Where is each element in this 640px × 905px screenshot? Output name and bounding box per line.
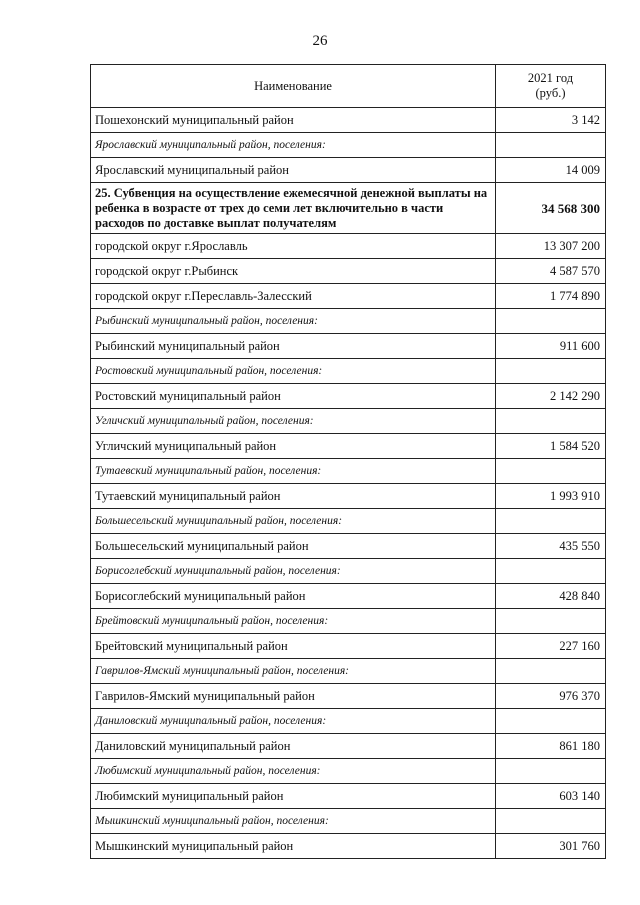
row-name-cell: Гаврилов-Ямский муниципальный район, поселения: <box>91 659 496 684</box>
row-name-cell: Рыбинский муниципальный район <box>91 334 496 359</box>
group-row <box>91 359 606 384</box>
table-row <box>91 259 606 284</box>
table-row <box>91 284 606 309</box>
table-body <box>91 108 606 859</box>
row-amount-cell <box>496 459 606 484</box>
budget-table <box>90 64 606 859</box>
row-amount-cell: 34 568 300 <box>496 183 606 234</box>
row-amount-cell: 1 774 890 <box>496 284 606 309</box>
row-name-cell: Ярославский муниципальный район <box>91 158 496 183</box>
group-row <box>91 609 606 634</box>
table-row <box>91 584 606 609</box>
row-amount-cell: 3 142 <box>496 108 606 133</box>
table-header <box>91 65 606 108</box>
table-row <box>91 734 606 759</box>
row-name-cell: Ростовский муниципальный район <box>91 384 496 409</box>
section-row <box>91 183 606 234</box>
row-amount-cell <box>496 509 606 534</box>
row-name-cell: Ярославский муниципальный район, поселения: <box>91 133 496 158</box>
row-amount-cell <box>496 133 606 158</box>
table-row <box>91 784 606 809</box>
header-amount-year: 2021 год <box>527 71 574 85</box>
table-row <box>91 334 606 359</box>
row-amount-cell <box>496 609 606 634</box>
row-name-cell: Тутаевский муниципальный район, поселения: <box>91 459 496 484</box>
group-row <box>91 409 606 434</box>
row-amount-cell: 911 600 <box>496 334 606 359</box>
group-row <box>91 509 606 534</box>
group-row <box>91 309 606 334</box>
row-amount-cell: 227 160 <box>496 634 606 659</box>
row-name-cell: Угличский муниципальный район, поселения: <box>91 409 496 434</box>
row-name-cell: Большесельский муниципальный район, поселения: <box>91 509 496 534</box>
row-name-cell: Брейтовский муниципальный район <box>91 634 496 659</box>
header-amount-unit: (руб.) <box>535 86 566 100</box>
group-row <box>91 809 606 834</box>
row-amount-cell: 4 587 570 <box>496 259 606 284</box>
table-row <box>91 684 606 709</box>
group-row <box>91 659 606 684</box>
row-name-cell: Любимский муниципальный район, поселения: <box>91 759 496 784</box>
row-name-cell: Даниловский муниципальный район <box>91 734 496 759</box>
table-row <box>91 484 606 509</box>
row-name-cell: городской округ г.Ярославль <box>91 234 496 259</box>
row-amount-cell: 1 584 520 <box>496 434 606 459</box>
table-row <box>91 158 606 183</box>
table-row <box>91 108 606 133</box>
row-amount-cell <box>496 709 606 734</box>
row-name-cell: Гаврилов-Ямский муниципальный район <box>91 684 496 709</box>
table-row <box>91 534 606 559</box>
row-amount-cell <box>496 759 606 784</box>
row-amount-cell <box>496 309 606 334</box>
row-name-cell: Большесельский муниципальный район <box>91 534 496 559</box>
row-amount-cell: 976 370 <box>496 684 606 709</box>
row-amount-cell: 861 180 <box>496 734 606 759</box>
row-amount-cell: 13 307 200 <box>496 234 606 259</box>
header-amount-column <box>496 65 606 108</box>
row-name-cell: Мышкинский муниципальный район, поселения: <box>91 809 496 834</box>
row-name-cell: Ростовский муниципальный район, поселения: <box>91 359 496 384</box>
header-name-column: Наименование <box>91 65 496 108</box>
table-row <box>91 434 606 459</box>
row-name-cell: Рыбинский муниципальный район, поселения: <box>91 309 496 334</box>
row-amount-cell <box>496 659 606 684</box>
row-amount-cell <box>496 409 606 434</box>
row-amount-cell <box>496 559 606 584</box>
row-name-cell: Даниловский муниципальный район, поселения: <box>91 709 496 734</box>
table-row <box>91 634 606 659</box>
row-name-cell: Угличский муниципальный район <box>91 434 496 459</box>
group-row <box>91 709 606 734</box>
row-name-cell: Тутаевский муниципальный район <box>91 484 496 509</box>
row-name-cell: Борисоглебский муниципальный район, поселения: <box>91 559 496 584</box>
row-name-cell: городской округ г.Рыбинск <box>91 259 496 284</box>
row-name-cell: Мышкинский муниципальный район <box>91 834 496 859</box>
group-row <box>91 133 606 158</box>
row-amount-cell: 435 550 <box>496 534 606 559</box>
row-amount-cell: 14 009 <box>496 158 606 183</box>
table-row <box>91 834 606 859</box>
group-row <box>91 559 606 584</box>
row-name-cell: Пошехонский муниципальный район <box>91 108 496 133</box>
row-amount-cell <box>496 359 606 384</box>
group-row <box>91 459 606 484</box>
row-amount-cell: 1 993 910 <box>496 484 606 509</box>
group-row <box>91 759 606 784</box>
row-amount-cell: 428 840 <box>496 584 606 609</box>
row-name-cell: Любимский муниципальный район <box>91 784 496 809</box>
row-name-cell: Брейтовский муниципальный район, поселения: <box>91 609 496 634</box>
row-amount-cell: 603 140 <box>496 784 606 809</box>
row-name-cell: 25. Субвенция на осуществление ежемесячной денежной выплаты на ребенка в возрасте от трех до семи лет включительно в части расходов по доставке выплат получателям <box>91 183 496 234</box>
page-number: 26 <box>312 33 328 49</box>
row-amount-cell: 2 142 290 <box>496 384 606 409</box>
table-row <box>91 234 606 259</box>
table-row <box>91 384 606 409</box>
row-name-cell: городской округ г.Переславль-Залесский <box>91 284 496 309</box>
row-amount-cell <box>496 809 606 834</box>
row-amount-cell: 301 760 <box>496 834 606 859</box>
row-name-cell: Борисоглебский муниципальный район <box>91 584 496 609</box>
